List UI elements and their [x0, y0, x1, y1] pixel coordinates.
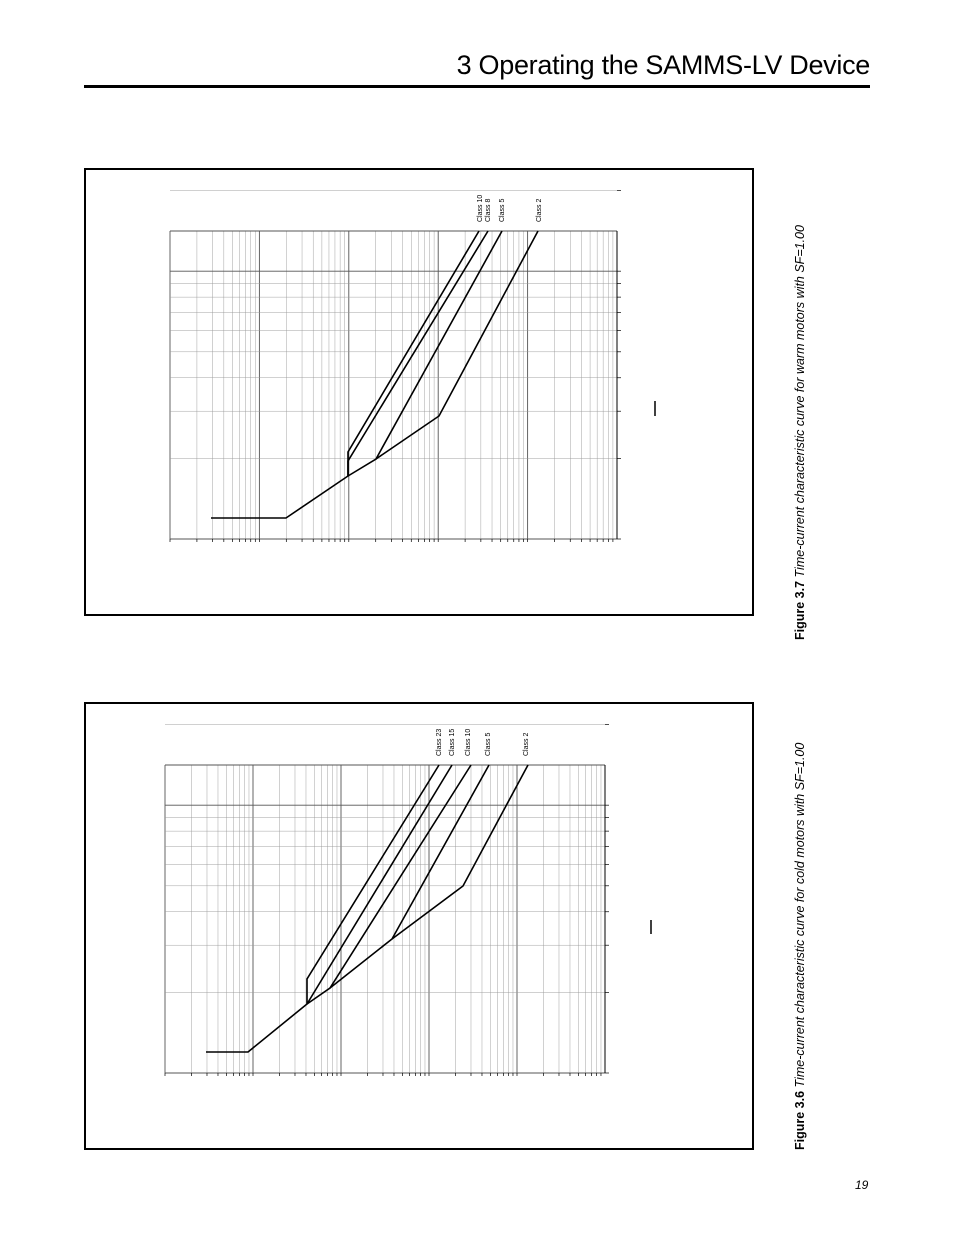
figure-warm-motors	[84, 168, 754, 616]
cold-ticks	[165, 704, 609, 1076]
cold-curve-chart	[86, 704, 756, 1152]
figure-caption-warm	[793, 225, 807, 640]
warm-curve-class-8	[348, 231, 488, 476]
header-rule	[84, 85, 870, 88]
cold-curve-class-10	[307, 765, 471, 1004]
warm-grid	[170, 170, 617, 539]
page-number: 19	[855, 1178, 869, 1192]
warm-label-class-8: Class 8	[485, 198, 492, 222]
cold-label-class-15: Class 15	[449, 728, 456, 756]
figure-caption-text-warm: Time-current characteristic curve for warm motors with SF=1.00	[793, 225, 807, 578]
cold-label-class-23: Class 23	[436, 728, 443, 756]
cold-label-class-2: Class 2	[523, 732, 530, 756]
warm-label-class-5: Class 5	[499, 198, 506, 222]
warm-label-class-10: Class 10	[477, 194, 484, 222]
figure-number-warm: Figure 3.7	[793, 580, 807, 640]
page-header-title: 3 Operating the SAMMS-LV Device	[456, 50, 870, 80]
cold-grid	[165, 704, 605, 1073]
warm-curve-class-10	[211, 231, 479, 518]
cold-curve-class-23	[206, 765, 439, 1052]
figure-caption-cold	[793, 743, 807, 1150]
cold-curve-class-2	[392, 765, 528, 939]
cold-label-class-10: Class 10	[465, 728, 472, 756]
figure-caption-text-cold: Time-current characteristic curve for cold motors with SF=1.00	[793, 742, 807, 1088]
warm-curve-chart	[86, 170, 756, 618]
warm-curve-class-5	[348, 231, 502, 476]
cold-curve-class-15	[307, 765, 452, 1004]
figure-cold-motors	[84, 702, 754, 1150]
cold-label-class-5: Class 5	[485, 732, 492, 756]
warm-label-class-2: Class 2	[536, 198, 543, 222]
warm-ticks	[170, 170, 621, 542]
figure-number-cold: Figure 3.6	[793, 1090, 807, 1150]
